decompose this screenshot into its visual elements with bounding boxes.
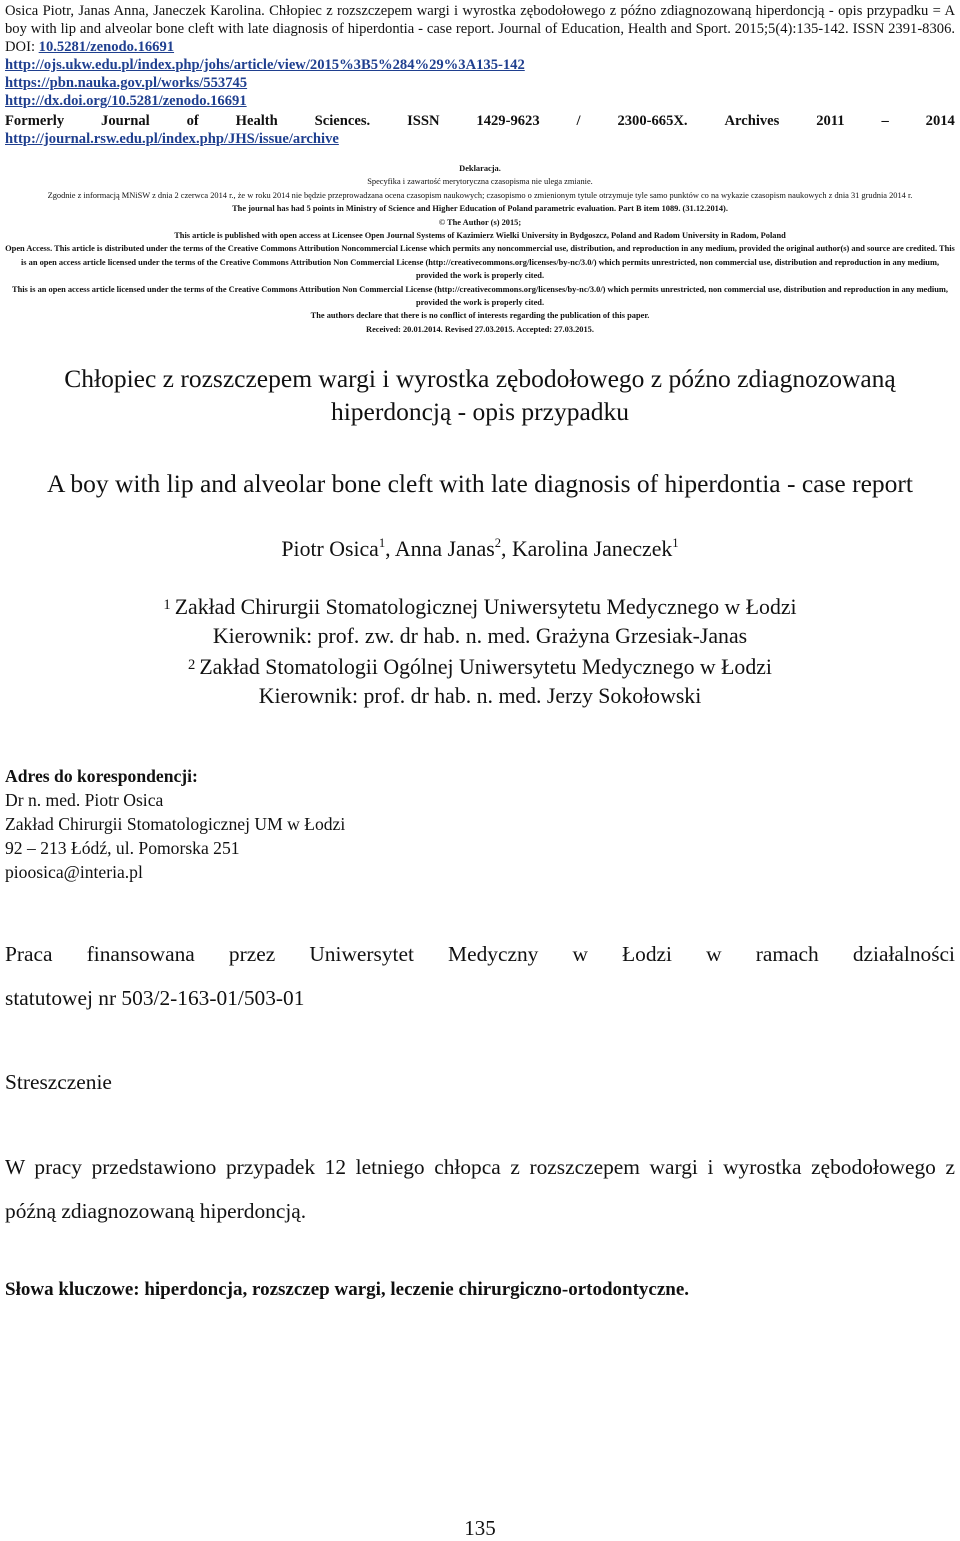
ojs-link[interactable]: http://ojs.ukw.edu.pl/index.php/johs/article/view/2015%3B5%284%29%3A135-142 <box>5 57 525 73</box>
formerly-word: of <box>186 112 199 129</box>
title-polish: Chłopiec z rozszczepem wargi i wyrostka zębodołowego z późno zdiagnozowaną hiperdoncją - opis przypadku <box>64 364 896 427</box>
formerly-line <box>5 112 955 130</box>
author-affiliation-marker: 1 <box>378 536 386 551</box>
notice-ministry: Zgodnie z informacją MNiSW z dnia 2 czerwca 2014 r., że w roku 2014 nie będzie przeprowadzana ocena czasopism naukowych; czasopismo o zmienionym tytule otrzymuje tyle samo punktów co na wykazie czasopism naukowych z dnia 31 grudnia 2014 r. <box>47 190 913 200</box>
correspondence-street: 92 – 213 Łódź, ul. Pomorska 251 <box>5 838 240 859</box>
page-number: 135 <box>464 1516 496 1540</box>
journal-notice <box>5 162 955 336</box>
affiliation-1 <box>5 591 955 651</box>
notice-declaration: Deklaracja. <box>459 164 501 174</box>
notice-license-1: Open Access. This article is distributed under the terms of the Creative Commons Attribution Noncommercial License which permits any noncommercial use, distribution, and reproduction in any medium, provided the original author(s) and source are credited. This is an open access article licensed under the terms of the Creative Commons Attribution Non Commercial License (http://creativecommons.org/licenses/by-nc/3.0/) which permits unrestricted, non commercial use, distribution and reproduction in any medium, provided the work is properly cited. <box>5 244 955 281</box>
correspondence-unit: Zakład Chirurgii Stomatologicznej UM w Łodzi <box>5 814 346 835</box>
citation-title: Chłopiec z rozszczepem wargi i wyrostka zębodołowego z późno zdiagnozowaną hiperdoncją - opis przypadku = A boy with lip and alveolar bone cleft with late diagnosis of hiperdontia - case report. <box>5 3 955 37</box>
formerly-word: Formerly <box>5 112 65 129</box>
author-list <box>5 536 955 562</box>
archive-link[interactable]: http://journal.rsw.edu.pl/index.php/JHS/issue/archive <box>5 130 339 147</box>
affiliation-unit: Zakład Stomatologii Ogólnej Uniwersytetu Medycznego w Łodzi <box>199 655 772 680</box>
citation-journal: Journal of Education, Health and Sport. 2015;5(4):135-142. ISSN 2391-8306. DOI: <box>5 21 956 55</box>
funding-statement <box>5 932 955 1020</box>
formerly-word: 1429-9623 <box>476 112 540 129</box>
citation-doi-link[interactable]: 10.5281/zenodo.16691 <box>38 39 175 55</box>
notice-license-2: This is an open access article licensed under the terms of the Creative Commons Attribution Non Commercial License (http://creativecommons.org/licenses/by-nc/3.0/) which permits unrestricted, non commercial use, distribution and reproduction in any medium, provided the work is properly cited. <box>11 284 948 308</box>
correspondence-address <box>5 764 955 884</box>
author-name: Anna Janas <box>394 537 495 562</box>
formerly-word: ISSN <box>407 112 440 129</box>
author-affiliation-marker: 1 <box>672 536 679 551</box>
title-english: A boy with lip and alveolar bone cleft with late diagnosis of hiperdontia - case report <box>46 469 914 499</box>
author-name: Piotr Osica <box>281 537 379 562</box>
correspondence-label: Adres do korespondencji: <box>5 766 198 787</box>
notice-points: The journal has had 5 points in Ministry of Science and Higher Education of Poland parametric evaluation. Part B item 1089. (31.12.2014). <box>232 204 728 214</box>
notice-specificity: Specyfika i zawartość merytoryczna czasopisma nie ulega zmianie. <box>367 177 593 187</box>
article-page <box>5 0 955 1301</box>
affiliation-unit: Zakład Chirurgii Stomatologicznej Uniwersytetu Medycznego w Łodzi <box>174 595 797 620</box>
affiliation-number: 2 <box>188 657 196 674</box>
author-name: Karolina Janeczek <box>511 537 673 562</box>
author-separator: , <box>501 537 512 562</box>
notice-copyright: © The Author (s) 2015; <box>438 217 522 227</box>
formerly-word: Health <box>235 112 278 129</box>
citation-block <box>5 2 955 56</box>
formerly-word: 2014 <box>925 112 955 129</box>
correspondence-email: pioosica@interia.pl <box>5 862 143 883</box>
notice-dates: Received: 20.01.2014. Revised 27.03.2015. Accepted: 27.03.2015. <box>366 324 594 334</box>
formerly-word: 2011 <box>816 112 845 129</box>
author-affiliation-marker: 2 <box>494 536 502 551</box>
correspondence-name: Dr n. med. Piotr Osica <box>5 790 164 811</box>
abstract-text: W pracy przedstawiono przypadek 12 letniego chłopca z rozszczepem wargi i wyrostka zębodołowego z późną zdiagnozowaną hiperdoncją. <box>5 1155 955 1224</box>
formerly-word: / <box>576 112 581 129</box>
abstract-heading: Streszczenie <box>5 1070 112 1095</box>
notice-open-access: This article is published with open access at Licensee Open Journal Systems of Kazimierz Wielki University in Bydgoszcz, Poland and Radom University in Radom, Poland <box>174 231 786 241</box>
affiliation-list <box>5 591 955 711</box>
affiliation-2 <box>5 651 955 711</box>
formerly-word: 2300-665X. <box>617 112 688 129</box>
pbn-link[interactable]: https://pbn.nauka.gov.pl/works/553745 <box>5 75 248 92</box>
author-separator: , <box>385 537 395 562</box>
affiliation-head: Kierownik: prof. dr hab. n. med. Jerzy Sokołowski <box>258 684 702 709</box>
affiliation-head: Kierownik: prof. zw. dr hab. n. med. Grażyna Grzesiak-Janas <box>212 624 748 649</box>
funding-line-2: statutowej nr 503/2-163-01/503-01 <box>5 986 305 1011</box>
formerly-word: – <box>881 112 889 129</box>
notice-conflict: The authors declare that there is no conflict of interests regarding the publication of this paper. <box>310 311 650 321</box>
affiliation-number: 1 <box>163 597 171 614</box>
citation-authors: Osica Piotr, Janas Anna, Janeczek Karolina. <box>5 3 265 19</box>
funding-line-1: Praca finansowana przez Uniwersytet Medyczny w Łodzi w ramach działalności <box>5 942 955 967</box>
doi-link[interactable]: http://dx.doi.org/10.5281/zenodo.16691 <box>5 93 247 110</box>
formerly-word: Archives <box>724 112 780 129</box>
formerly-word: Sciences. <box>314 112 371 129</box>
formerly-word: Journal <box>101 112 150 129</box>
keywords: Słowa kluczowe: hiperdoncja, rozszczep wargi, leczenie chirurgiczno-ortodontyczne. <box>5 1279 690 1301</box>
link-list <box>5 56 955 111</box>
